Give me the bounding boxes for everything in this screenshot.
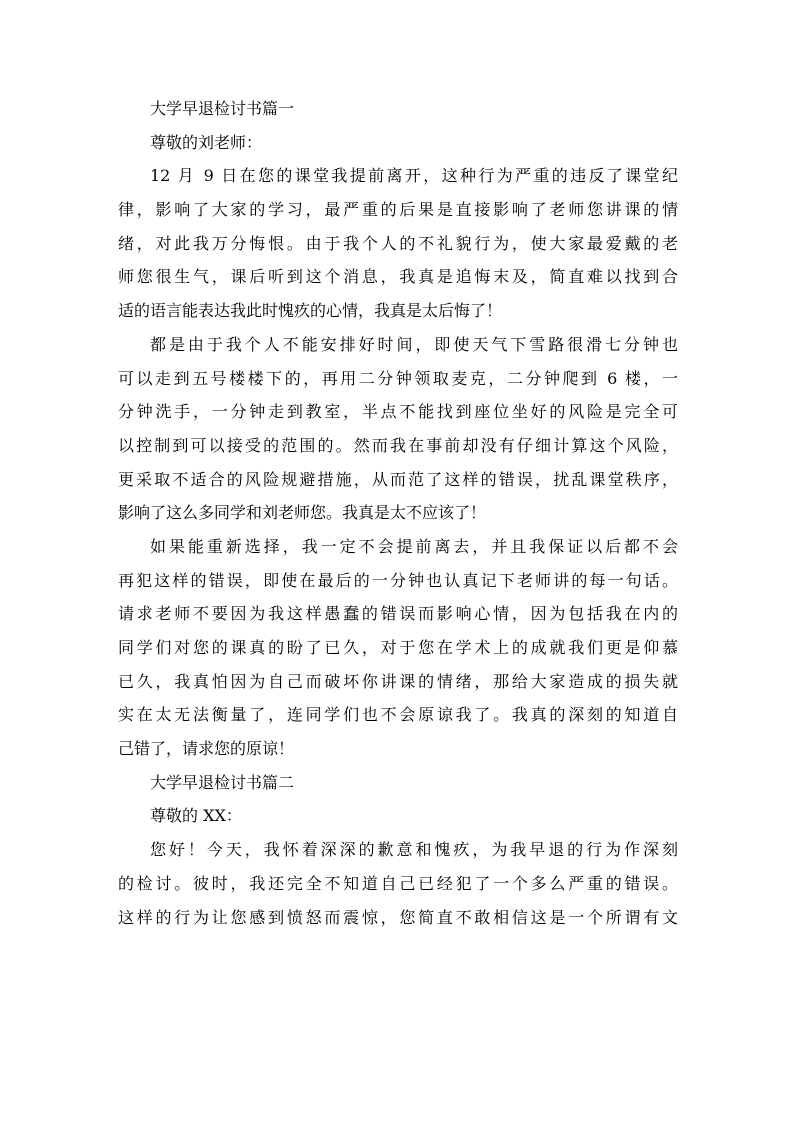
paragraph-line: 同学们对您的课真的盼了已久，对于您在学术上的成就我们更是仰慕 — [118, 638, 678, 657]
paragraph — [118, 833, 678, 934]
paragraph — [118, 328, 678, 530]
document-body — [118, 92, 678, 934]
paragraph — [118, 159, 678, 327]
paragraph-line: 师您很生气，课后听到这个消息，我真是追悔末及，简直难以找到合 — [118, 267, 678, 287]
salutation: 尊敬的刘老师： — [150, 132, 263, 152]
paragraph-line: 实在太无法衡量了，连同学们也不会原谅我了。我真的深刻的知道自 — [118, 705, 678, 725]
paragraph-line: 再犯这样的错误，即使在最后的一分钟也认真记下老师讲的每一句话。 — [118, 570, 678, 590]
section-one — [118, 92, 678, 766]
paragraph-line: 12 月 9 日在您的课堂我提前离开，这种行为严重的违反了课堂纪 — [150, 166, 678, 186]
paragraph-line: 可以走到五号楼楼下的，再用二分钟领取麦克，二分钟爬到 6 楼，一 — [118, 368, 678, 388]
paragraph-line: 请求老师不要因为我这样愚蠢的错误而影响心情，因为包括我在内的 — [118, 604, 678, 624]
section-title: 大学早退检讨书篇一 — [150, 99, 295, 118]
paragraph-line: 以控制到可以接受的范围的。然而我在事前却没有仔细计算这个风险， — [118, 435, 678, 455]
paragraph-line: 都是由于我个人不能安排好时间，即使天气下雪路很滑七分钟也 — [150, 334, 678, 354]
paragraph-line: 律，影响了大家的学习，最严重的后果是直接影响了老师您讲课的情 — [118, 200, 678, 220]
paragraph-line: 影响了这么多同学和刘老师您。我真是太不应该了！ — [118, 503, 487, 523]
paragraph-line: 更采取不适合的风险规避措施，从而范了这样的错误，扰乱课堂秩序， — [118, 469, 678, 489]
paragraph — [118, 530, 678, 766]
paragraph-line: 您好！今天，我怀着深深的歉意和愧疚，为我早退的行为作深刻 — [150, 840, 678, 860]
paragraph-line: 己错了，请求您的原谅！ — [118, 739, 295, 759]
salutation: 尊敬的 XX： — [150, 806, 242, 826]
section-two — [118, 766, 678, 934]
paragraph-line: 适的语言能表达我此时愧疚的心情，我真是太后悔了！ — [118, 301, 503, 321]
paragraph-line: 绪，对此我万分悔恨。由于我个人的不礼貌行为，使大家最爱戴的老 — [118, 233, 678, 253]
paragraph-line: 这样的行为让您感到愤怒而震惊，您简直不敢相信这是一个所谓有文 — [118, 907, 678, 927]
paragraph-line: 已久，我真怕因为自己而破坏你讲课的情绪，那给大家造成的损失就 — [118, 671, 678, 691]
paragraph-line: 如果能重新选择，我一定不会提前离去，并且我保证以后都不会 — [150, 536, 678, 556]
paragraph-line: 分钟洗手，一分钟走到教室，半点不能找到座位坐好的风险是完全可 — [118, 402, 678, 422]
paragraph-line: 的检讨。彼时，我还完全不知道自己已经犯了一个多么严重的错误。 — [118, 873, 678, 893]
section-title: 大学早退检讨书篇二 — [150, 772, 295, 792]
